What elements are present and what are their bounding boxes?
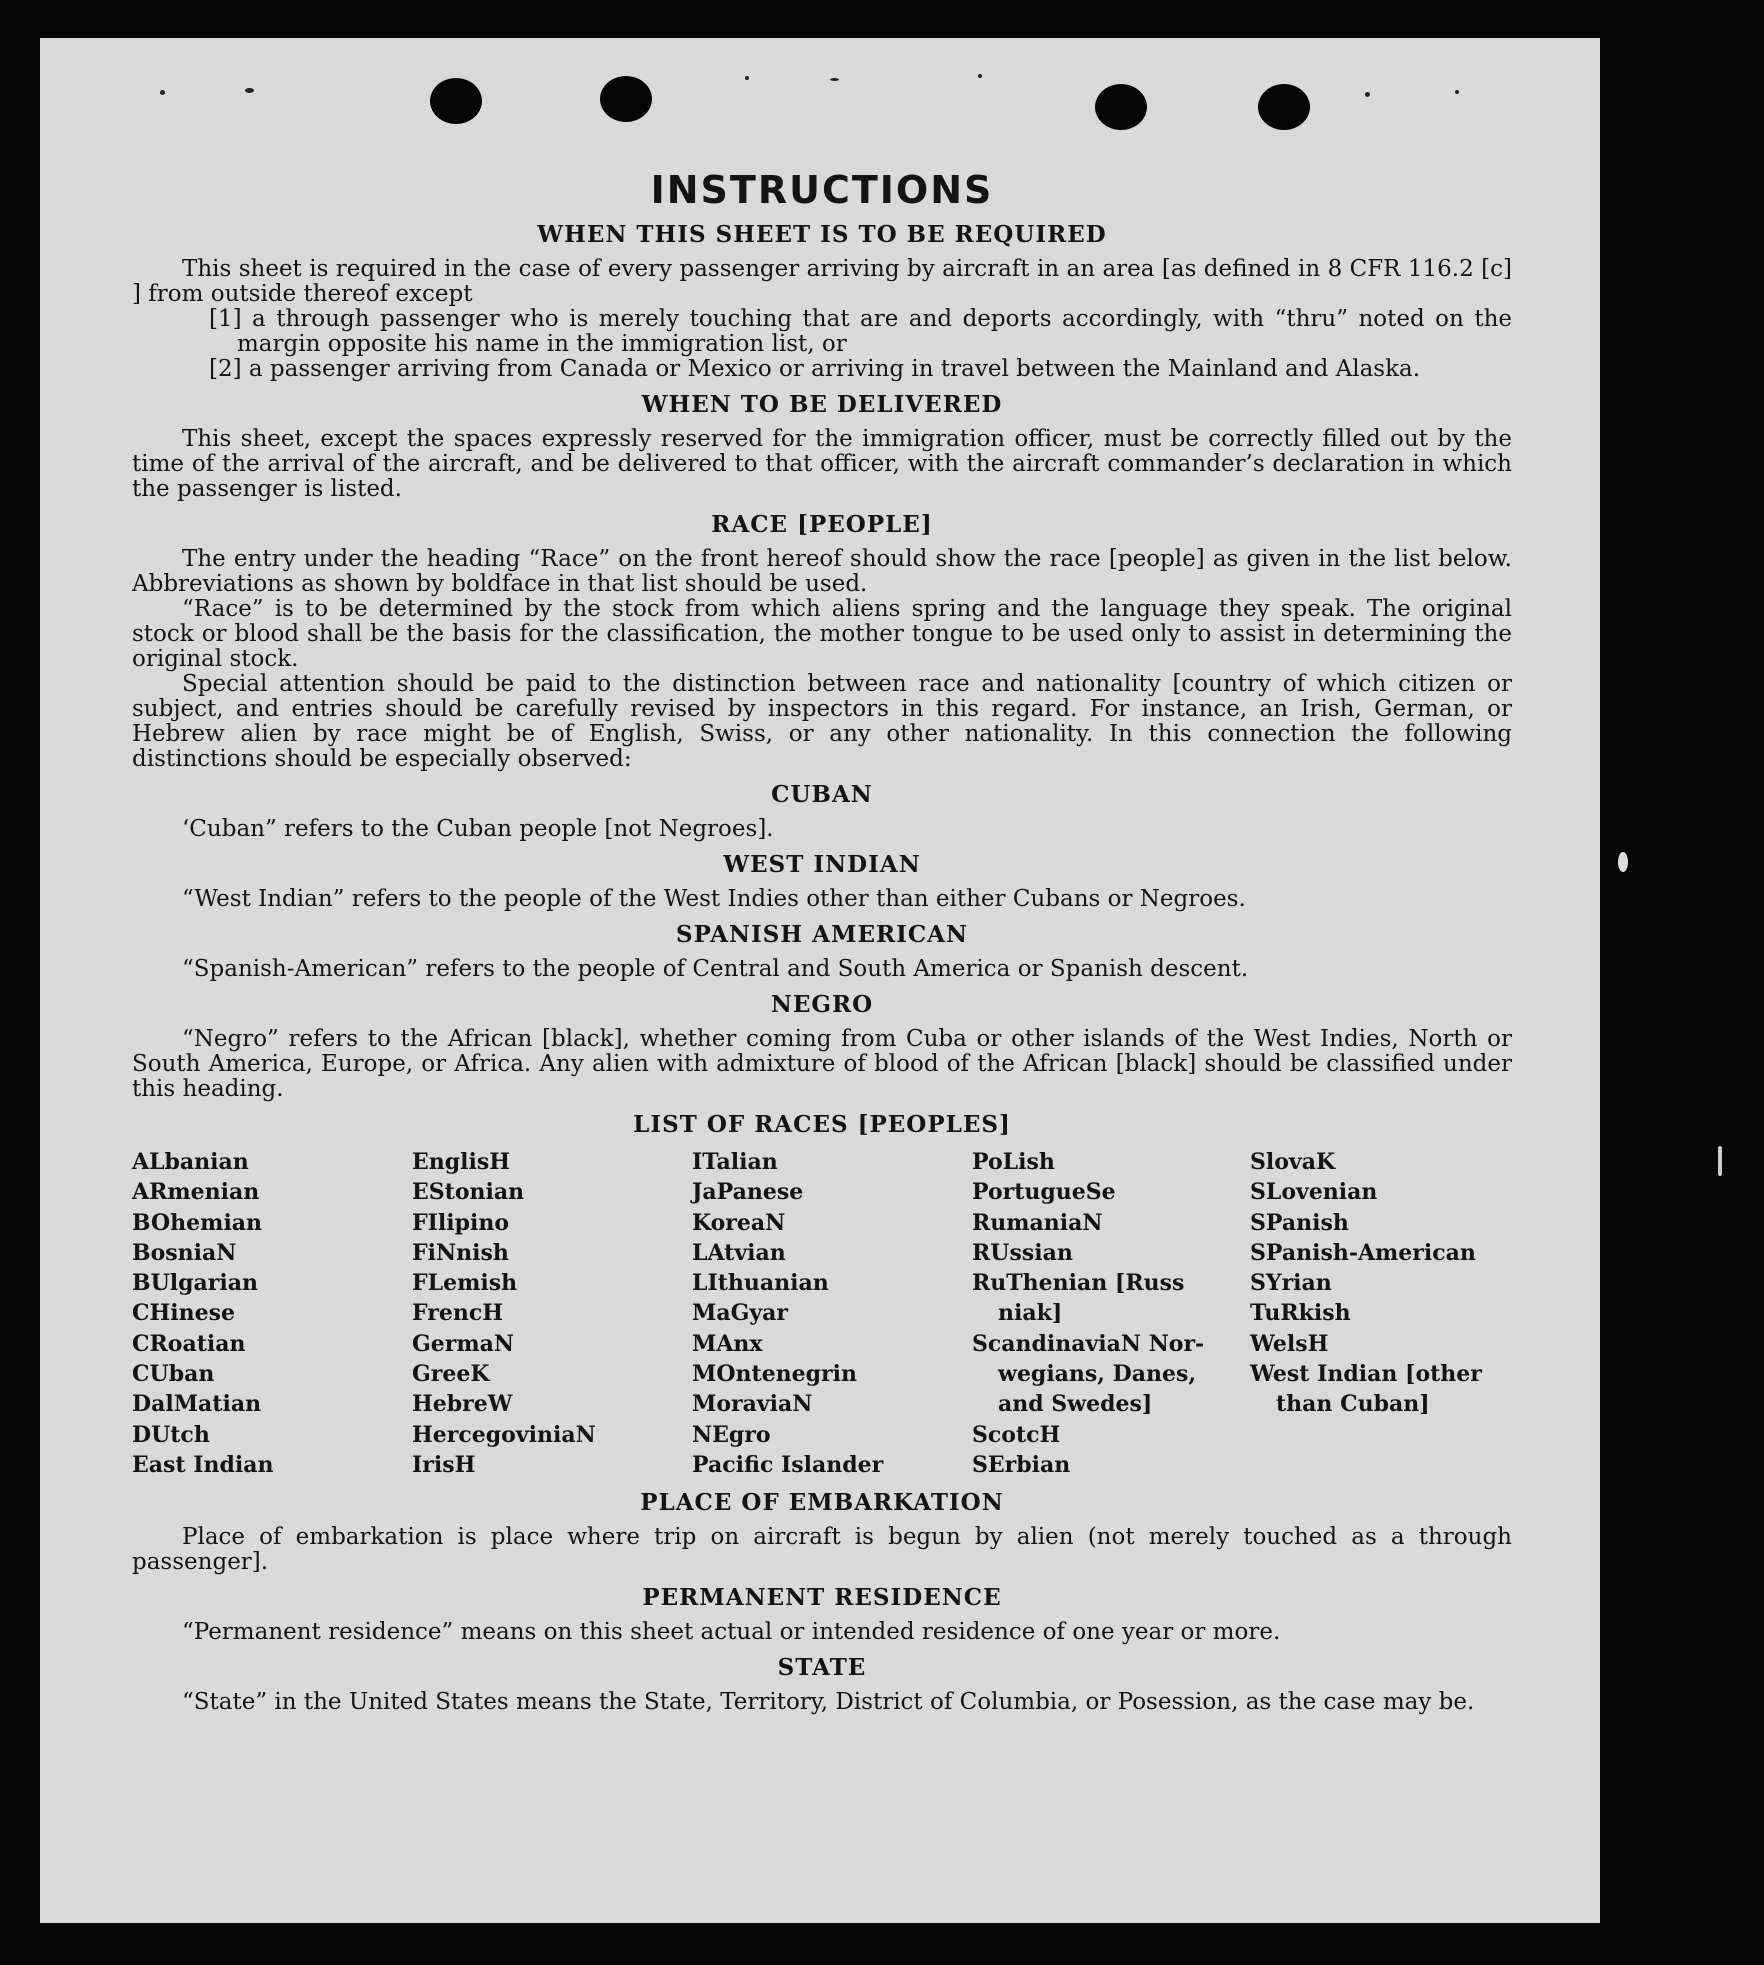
race-paragraph-2: “Race” is to be determined by the stock from which aliens spring and the language they speak. The original stock or blood shall be the basis for the classification, the mother tongue to be used only to assist in determining the original stock. [132,596,1512,672]
race-item: SLovenian [1250,1179,1378,1206]
section-heading-cuban: CUBAN [771,781,873,808]
race-item: SErbian [972,1451,1071,1478]
race-item: CRoatian [132,1330,246,1357]
race-item: SPanish-American [1250,1239,1476,1266]
section-heading-negro: NEGRO [770,991,874,1018]
race-item: PortugueSe [972,1179,1116,1206]
section-heading-state: STATE [777,1654,867,1682]
west-indian-text: “West Indian” refers to the people of the West Indies other than either Cubans or Negroes. [182,886,1246,912]
paper-speck [160,90,165,95]
race-item: WelsH [1250,1330,1329,1357]
punch-hole [1095,84,1147,130]
race-item: BOhemian [132,1209,263,1236]
spanish-american-text: “Spanish-American” refers to the people of Central and South America or Spanish descent. [182,956,1249,982]
race-item: FrencH [412,1300,503,1327]
section-heading-west-indian: WEST INDIAN [723,851,921,878]
race-list-column-1 [132,1147,412,1480]
race-item: HebreW [412,1391,513,1418]
section-heading-delivered: WHEN TO BE DELIVERED [641,391,1003,418]
document-page [40,38,1600,1923]
section-heading-embarkation: PLACE OF EMBARKATION [640,1489,1004,1517]
race-item: MaGyar [692,1300,789,1327]
race-item: EStonian [412,1179,525,1206]
race-item: Pacific Islander [692,1451,884,1478]
race-item-continued: than Cuban] [1276,1391,1430,1418]
race-list-column-4 [972,1147,1250,1480]
race-item: TuRkish [1250,1300,1351,1327]
section-heading-spanish-american: SPANISH AMERICAN [675,921,969,948]
race-item: RuThenian [Russ [972,1270,1185,1297]
race-item: SPanish [1250,1209,1349,1236]
paper-speck [1365,92,1370,97]
required-intro: This sheet is required in the case of every passenger arriving by aircraft in an area [as defined in 8 CFR 116.2 [c] ] from outside thereof except [132,256,1512,307]
race-item-continued: wegians, Danes, [998,1361,1196,1388]
race-item: RumaniaN [972,1209,1103,1236]
page-title: INSTRUCTIONS [650,168,994,212]
section-heading-list: LIST OF RACES [PEOPLES] [633,1111,1011,1138]
race-paragraph-1: The entry under the heading “Race” on the front hereof should show the race [people] as given in the list below. Abbreviations as shown by boldface in that list should be used. [132,546,1512,597]
race-item: IrisH [412,1451,476,1478]
race-item: EnglisH [412,1149,511,1175]
race-item: East Indian [132,1451,274,1478]
race-item: GreeK [412,1361,490,1388]
punch-hole [1258,84,1310,130]
race-item: FIlipino [412,1209,510,1236]
race-paragraph-3: Special attention should be paid to the distinction between race and nationality [country of which citizen or subject, and entries should be carefully revised by inspectors in this regard. For instance, an Irish, German, or Hebrew alien by race might be of English, Swiss, or any other nationality. In this connection the following distinctions should be especially observed: [132,671,1512,772]
punch-hole [430,78,482,124]
paper-speck [978,74,982,78]
race-item: ITalian [692,1149,778,1175]
scan-artifact [1618,852,1628,872]
race-item: RUssian [972,1239,1073,1266]
race-item: JaPanese [692,1179,804,1206]
paper-speck [1455,90,1459,94]
race-item: DUtch [132,1421,210,1448]
race-item: SYrian [1250,1270,1332,1297]
race-item: NEgro [692,1421,771,1448]
instructions-text [132,168,1512,1715]
negro-text: “Negro” refers to the African [black], whether coming from Cuba or other islands of the West Indies, North or South America, Europe, or Africa. Any alien with admixture of blood of the African [black] should be classified under this heading. [132,1026,1512,1102]
race-item: KoreaN [692,1209,786,1236]
cuban-text: ‘Cuban” refers to the Cuban people [not Negroes]. [182,816,774,842]
race-item: BosniaN [132,1239,237,1266]
race-item: LIthuanian [692,1270,829,1297]
race-list-column-3 [692,1147,972,1480]
section-heading-required: WHEN THIS SHEET IS TO BE REQUIRED [537,221,1107,248]
section-heading-race: RACE [PEOPLE] [711,511,933,538]
race-item-continued: and Swedes] [998,1391,1153,1418]
race-item: FiNnish [412,1239,509,1266]
race-item: CHinese [132,1300,236,1327]
paper-speck [245,88,254,93]
race-list-column-5 [1250,1147,1512,1480]
race-item: DalMatian [132,1391,262,1418]
race-item: MAnx [692,1330,763,1357]
race-item: MOntenegrin [692,1361,857,1388]
race-item: ScandinaviaN Nor- [972,1330,1205,1357]
punch-hole [600,76,652,122]
embarkation-text: Place of embarkation is place where trip on aircraft is begun by alien (not merely touched as a through passenger]. [132,1524,1512,1576]
race-item: West Indian [other [1250,1361,1482,1388]
race-list [132,1147,1512,1480]
race-item: ALbanian [132,1149,249,1175]
required-item-1: [1] a through passenger who is merely touching that are and deports accordingly, with “thru” noted on the margin opposite his name in the immigration list, or [209,306,1512,357]
race-item: BUlgarian [132,1270,258,1297]
race-item: SlovaK [1250,1149,1336,1175]
delivered-text: This sheet, except the spaces expressly reserved for the immigration officer, must be correctly filled out by the time of the arrival of the aircraft, and be delivered to that officer, with the aircraft commander’s declaration in which the passenger is listed. [132,426,1512,502]
race-item: FLemish [412,1270,518,1297]
scan-artifact [1718,1146,1722,1176]
required-item-2: [2] a passenger arriving from Canada or Mexico or arriving in travel between the Mainland and Alaska. [209,356,1421,382]
race-item: GermaN [412,1330,515,1357]
race-item: LAtvian [692,1239,786,1266]
race-item: HercegoviniaN [412,1421,596,1448]
state-text: “State” in the United States means the State, Territory, District of Columbia, or Posession, as the case may be. [182,1689,1475,1716]
race-item-continued: niak] [998,1300,1063,1327]
paper-speck [745,76,749,80]
race-item: ARmenian [132,1179,260,1206]
race-item: CUban [132,1361,215,1388]
residence-text: “Permanent residence” means on this sheet actual or intended residence of one year or more. [182,1619,1281,1646]
race-item: ScotcH [972,1421,1061,1448]
race-item: PoLish [972,1149,1055,1175]
section-heading-residence: PERMANENT RESIDENCE [642,1584,1002,1612]
race-list-column-2 [412,1147,692,1480]
race-item: MoraviaN [692,1391,813,1418]
paper-speck [830,78,839,81]
